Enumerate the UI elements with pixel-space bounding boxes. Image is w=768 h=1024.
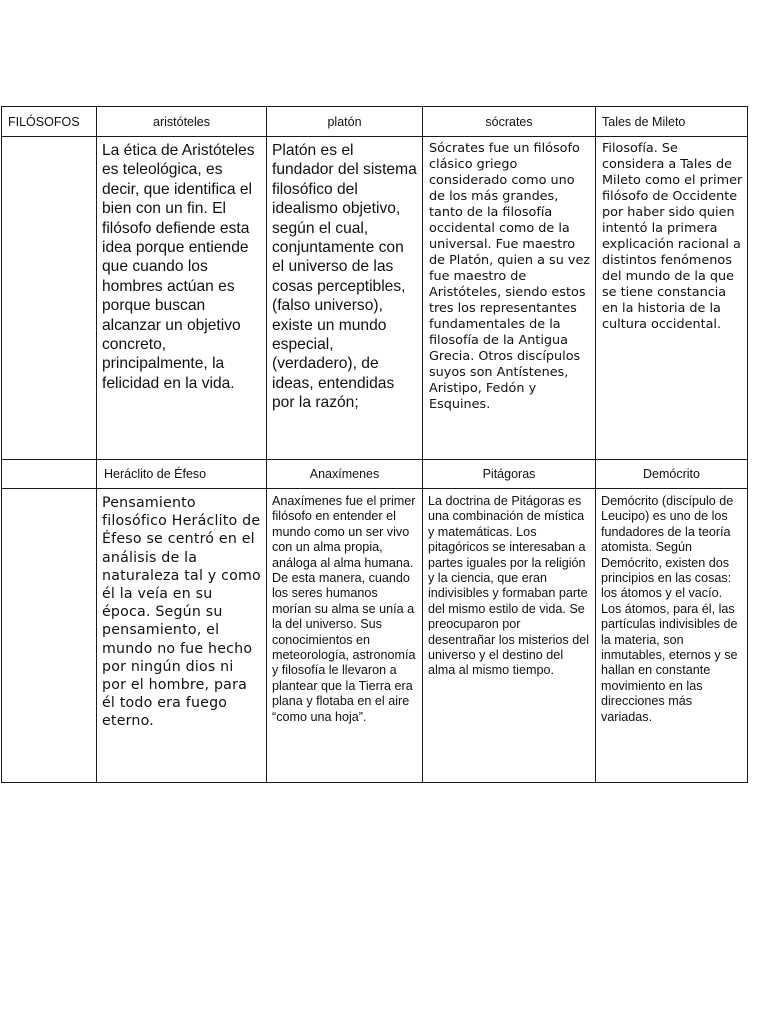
empty-cell <box>2 137 97 460</box>
table-row <box>2 489 748 783</box>
empty-cell <box>2 489 97 783</box>
header-cell-heraclito: Heráclito de Éfeso <box>97 460 267 489</box>
header-cell-platon: platón <box>267 107 423 137</box>
cell-anaximenes-text: Anaxímenes fue el primer filósofo en entender el mundo como un ser vivo con un alma propia, análoga al alma humana. De esta manera, cuando los seres humanos morían su alma se unía a la del universo. Sus conocimientos en meteorología, astronomía y filosofía le llevaron a plantear que la Tierra era plana y flotaba en el aire “como una hoja”. <box>267 489 423 783</box>
philosophers-table <box>1 106 748 783</box>
header-cell-socrates: sócrates <box>423 107 596 137</box>
header-cell-aristoteles: aristóteles <box>97 107 267 137</box>
cell-democrito-text: Demócrito (discípulo de Leucipo) es uno de los fundadores de la teoría atomista. Según Demócrito, existen dos principios en las cosas: los átomos y el vacío. Los átomos, para él, las partículas indivisibles de la materia, son inmutables, eternos y se hallan en constante movimiento en las direcciones más variadas. <box>596 489 748 783</box>
cell-tales-text: Filosofía. Se considera a Tales de Mileto como el primer filósofo de Occidente por haber sido quien intentó la primera explicación racional a distintos fenómenos del mundo de la que se tiene constancia en la historia de la cultura occidental. <box>596 137 748 460</box>
cell-aristoteles-text: La ética de Aristóteles es teleológica, es decir, que identifica el bien con un fin. El filósofo defiende esta idea porque entiende que cuando los hombres actúan es porque buscan alcanzar un objetivo concreto, principalmente, la felicidad en la vida. <box>97 137 267 460</box>
header-cell-pitagoras: Pitágoras <box>423 460 596 489</box>
table-header-row-2 <box>2 460 748 489</box>
cell-platon-text: Platón es el fundador del sistema filosófico del idealismo objetivo, según el cual, conjuntamente con el universo de las cosas perceptibles, (falso universo), existe un mundo especial, (verdadero), de ideas, entendidas por la razón; <box>267 137 423 460</box>
header-cell-anaximenes: Anaxímenes <box>267 460 423 489</box>
cell-socrates-text: Sócrates fue un filósofo clásico griego considerado como uno de los más grandes, tanto de la filosofía occidental como de la universal. Fue maestro de Platón, quien a su vez fue maestro de Aristóteles, siendo estos tres los representantes fundamentales de la filosofía de la Antigua Grecia. Otros discípulos suyos son Antístenes, Aristipo, Fedón y Esquines. <box>423 137 596 460</box>
empty-cell <box>2 460 97 489</box>
header-cell-filosofos: FILÓSOFOS <box>2 107 97 137</box>
cell-heraclito-text: Pensamiento filosófico Heráclito de Éfeso se centró en el análisis de la naturaleza tal y como él la veía en su época. Según su pensamiento, el mundo no fue hecho por ningún dios ni por el hombre, para él todo era fuego eterno. <box>97 489 267 783</box>
table-header-row <box>2 107 748 137</box>
header-cell-tales: Tales de Mileto <box>596 107 748 137</box>
cell-pitagoras-text: La doctrina de Pitágoras es una combinación de mística y matemáticas. Los pitagóricos se interesaban a partes iguales por la religión y la ciencia, que eran indivisibles y formaban parte del mismo estilo de vida. Se preocuparon por desentrañar los misterios del universo y el destino del alma al mismo tiempo. <box>423 489 596 783</box>
table-row <box>2 137 748 460</box>
header-cell-democrito: Demócrito <box>596 460 748 489</box>
